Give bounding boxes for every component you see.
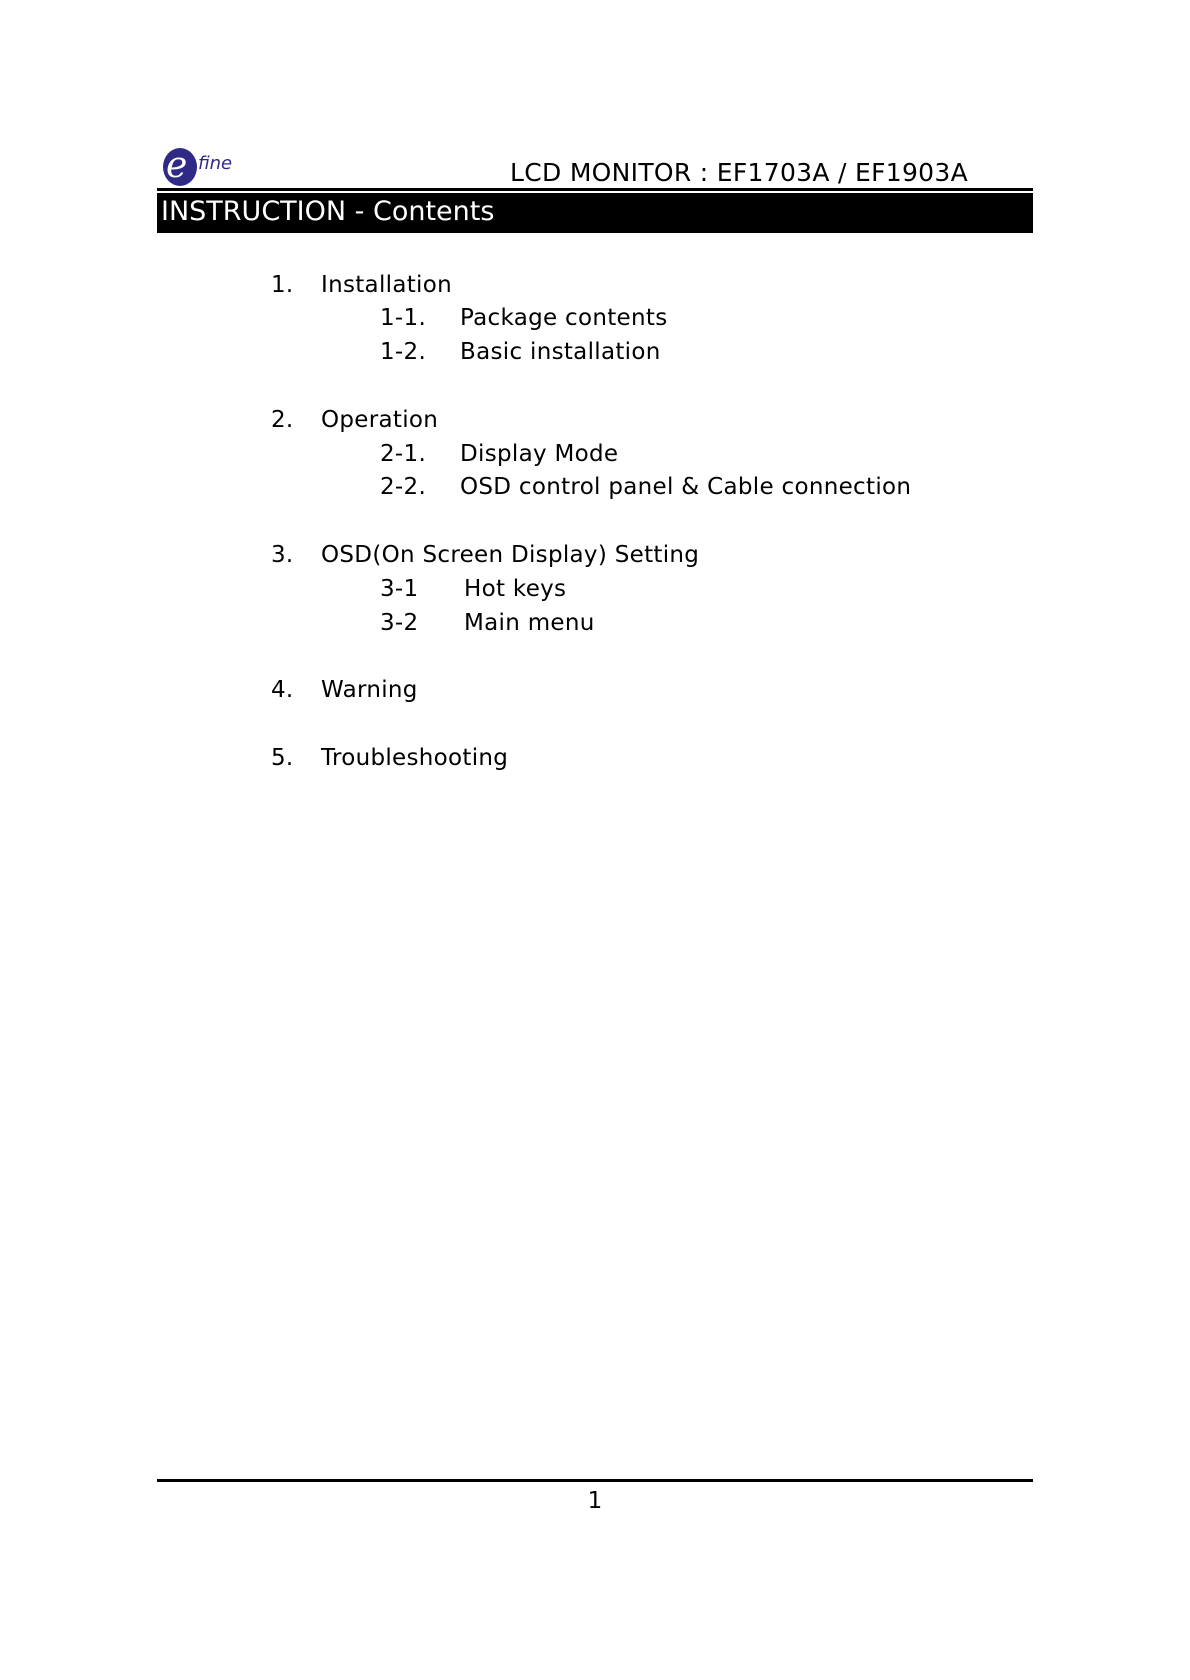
page-number: 1: [587, 1488, 603, 1514]
toc-item-number: 4.: [271, 677, 294, 703]
efine-logo: [163, 147, 232, 187]
toc-subitem-label: Display Mode: [460, 441, 619, 467]
toc-subitem-label: Main menu: [464, 610, 595, 636]
toc-subitem-number: 1-1.: [380, 305, 427, 331]
toc-subitem-number: 2-1.: [380, 441, 427, 467]
logo-word: fine: [198, 152, 233, 174]
logo-letter: e: [166, 145, 188, 186]
toc-item-number: 1.: [271, 272, 294, 298]
header-divider: [157, 188, 1033, 191]
toc-subitem-number: 3-1: [380, 576, 419, 602]
document-title: LCD MONITOR : EF1703A / EF1903A: [510, 158, 968, 187]
section-heading-bar: [157, 193, 1033, 233]
toc-subitem-number: 3-2: [380, 610, 419, 636]
toc-subitem-number: 2-2.: [380, 474, 427, 500]
logo-mark: [163, 145, 197, 186]
toc-subitem-label: OSD control panel & Cable connection: [460, 474, 912, 500]
toc-item-label: Warning: [321, 677, 418, 703]
toc-item-label: OSD(On Screen Display) Setting: [321, 542, 700, 568]
toc-subitem-label: Hot keys: [464, 576, 567, 602]
toc-item-label: Installation: [321, 272, 452, 298]
toc-subitem-label: Package contents: [460, 305, 668, 331]
toc-subitem-label: Basic installation: [460, 339, 661, 365]
toc-subitem-number: 1-2.: [380, 339, 427, 365]
toc-item-number: 2.: [271, 407, 294, 433]
toc-item-label: Troubleshooting: [321, 745, 509, 771]
section-title: INSTRUCTION - Contents: [161, 196, 495, 227]
toc-item-number: 3.: [271, 542, 294, 568]
footer-divider: [157, 1479, 1033, 1482]
toc-item-label: Operation: [321, 407, 439, 433]
toc-item-number: 5.: [271, 745, 294, 771]
